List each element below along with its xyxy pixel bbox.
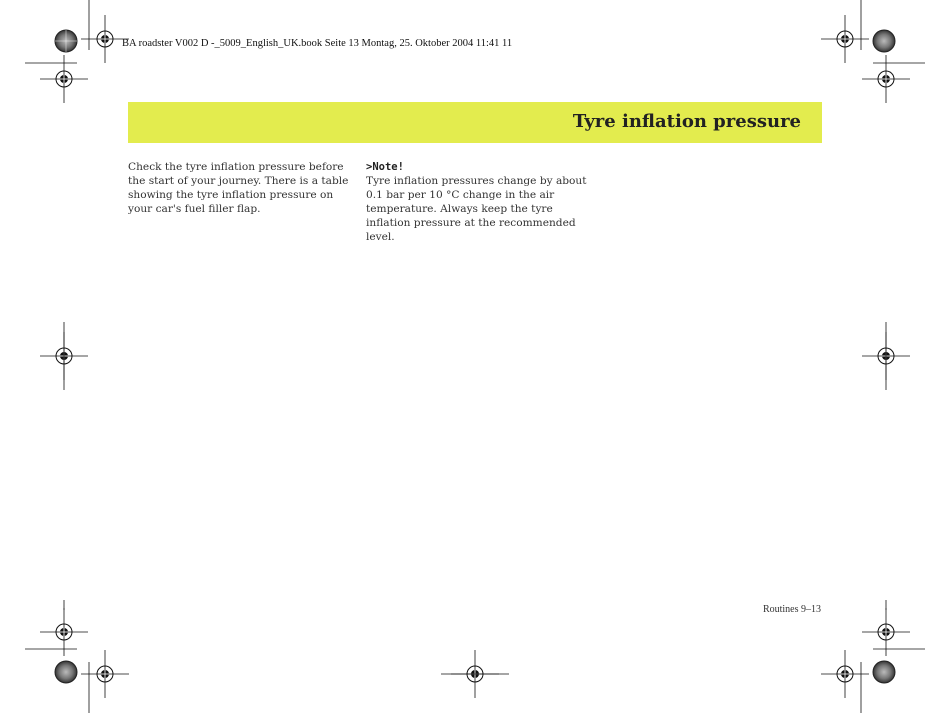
star-target-bottom-right bbox=[873, 661, 895, 683]
text-line: the start of your journey. There is a table bbox=[128, 175, 349, 187]
text-line: 0.1 bar per 10 °C change in the air bbox=[366, 189, 555, 201]
star-target-top-left bbox=[55, 30, 77, 52]
print-header: BA roadster V002 D -_5009_English_UK.book Seite 13 Montag, 25. Oktober 2004 11:41 11 bbox=[122, 38, 513, 49]
title-band bbox=[128, 102, 822, 143]
text-line: level. bbox=[366, 231, 395, 243]
registration-mark bbox=[821, 650, 869, 698]
registration-mark bbox=[862, 55, 910, 103]
registration-mark bbox=[821, 15, 869, 63]
text-line: Tyre inflation pressures change by about bbox=[366, 175, 587, 187]
registration-mark bbox=[40, 55, 88, 103]
text-line: showing the tyre inflation pressure on bbox=[128, 189, 334, 201]
text-line: Check the tyre inflation pressure before bbox=[128, 161, 344, 173]
note-block bbox=[366, 160, 594, 244]
text-line: your car's fuel filler flap. bbox=[128, 203, 261, 215]
page-title: Tyre inflation pressure bbox=[572, 111, 801, 132]
star-target-top-right bbox=[873, 30, 895, 52]
text-line: temperature. Always keep the tyre bbox=[366, 203, 553, 215]
page-footer: Routines 9–13 bbox=[762, 604, 821, 615]
note-heading: >Note! bbox=[366, 161, 404, 173]
registration-mark bbox=[81, 650, 129, 698]
star-target-bottom-left bbox=[55, 661, 77, 683]
intro-paragraph bbox=[128, 160, 353, 216]
text-line: inflation pressure at the recommended bbox=[366, 217, 576, 229]
